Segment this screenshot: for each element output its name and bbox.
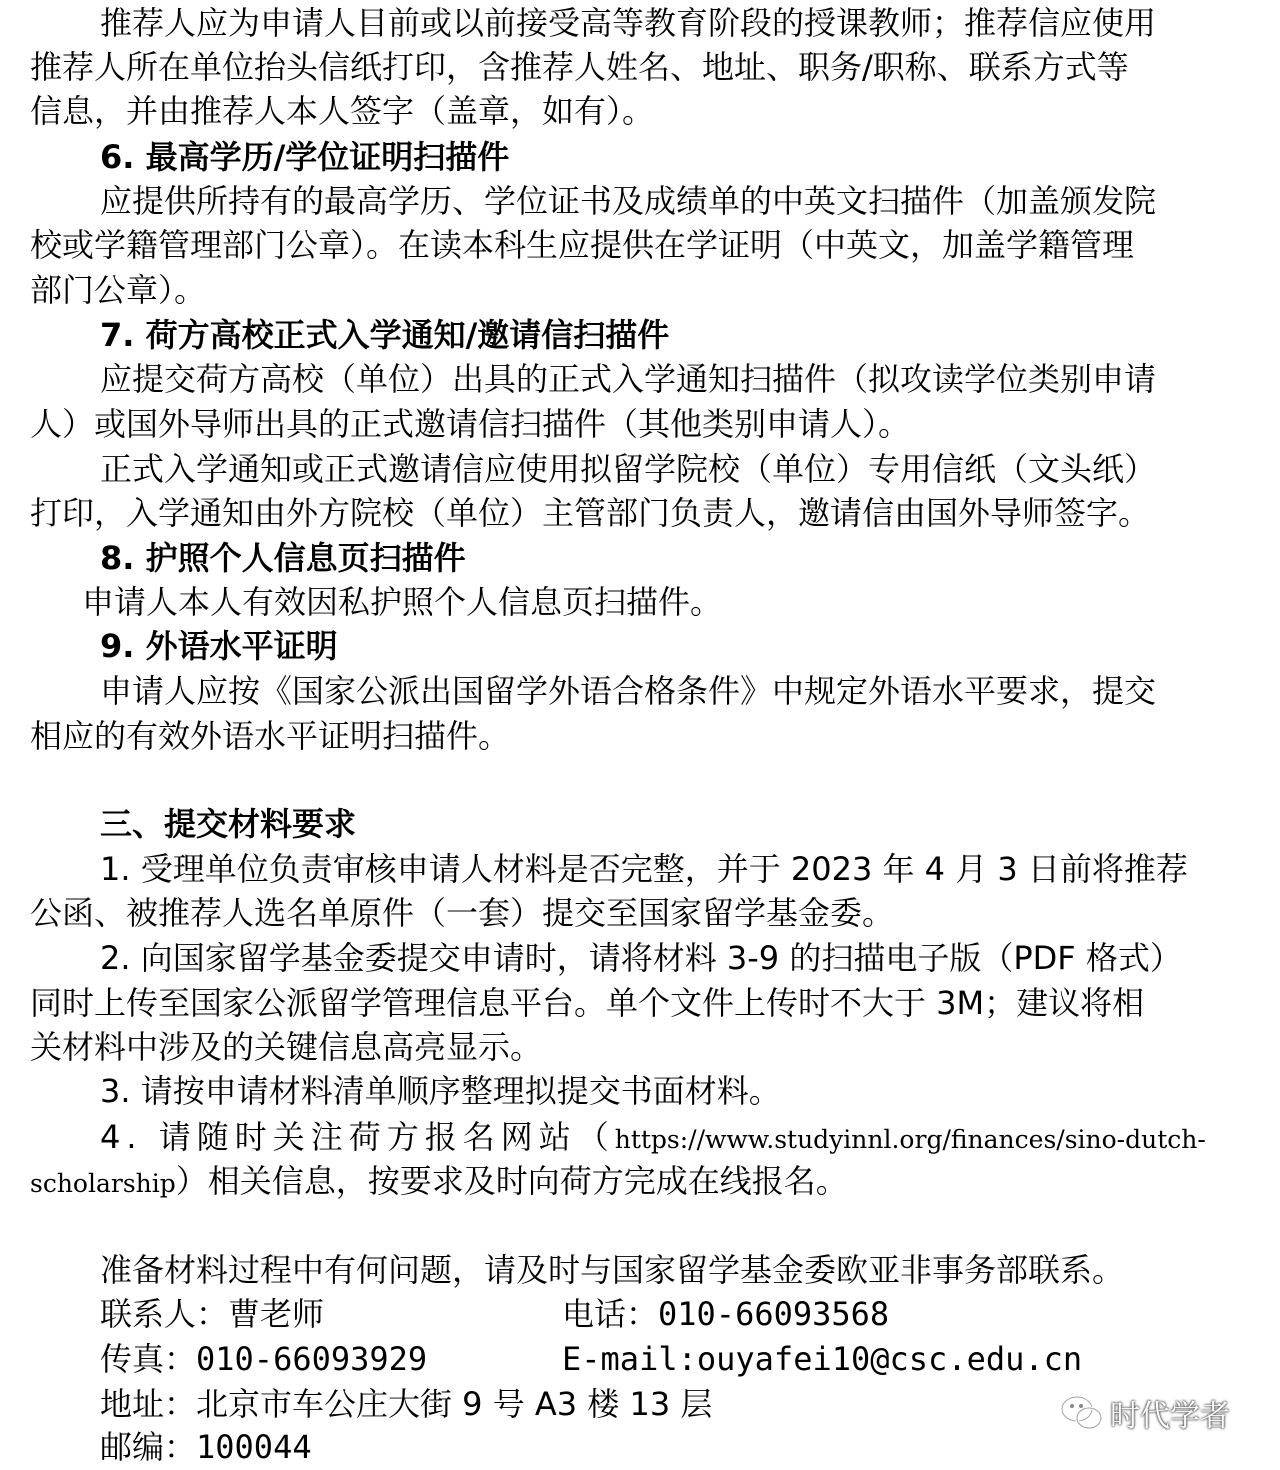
contact-intro: 准备材料过程中有何问题，请及时与国家留学基金委欧亚非事务部联系。 [100,1251,1125,1289]
section-heading: 7. 荷方高校正式入学通知/邀请信扫描件 [100,316,670,354]
body-text-line: 推荐人所在单位抬头信纸打印，含推荐人姓名、地址、职务/职称、联系方式等 [30,48,1129,86]
body-text-line: 部门公章）。 [30,271,207,309]
body-text-line: 人）或国外导师出具的正式邀请信扫描件（其他类别申请人）。 [30,405,911,443]
chapter-heading: 三、提交材料要求 [100,805,357,843]
body-text-line: 信息，并由推荐人本人签字（盖章，如有）。 [30,92,655,130]
watermark-text: 时代学者 [1110,1399,1230,1434]
section-heading: 9. 外语水平证明 [100,627,338,665]
body-text-line: 申请人应按《国家公派出国留学外语合格条件》中规定外语水平要求，提交 [100,672,1157,710]
body-text-line: 3. 请按申请材料清单顺序整理拟提交书面材料。 [100,1072,781,1110]
contact-address: 地址：北京市车公庄大街 9 号 A3 楼 13 层 [100,1385,713,1423]
body-text-line: 同时上传至国家公派留学管理信息平台。单个文件上传时不大于 3M；建议将相 [30,984,1145,1022]
contact-fax: 传真：010-66093929 [100,1340,428,1378]
body-text-line [30,1158,848,1204]
line-suffix: ）相关信息，按要求及时向荷方完成在线报名。 [175,1162,848,1200]
section-heading: 6. 最高学历/学位证明扫描件 [100,138,510,176]
body-text-line: 打印，入学通知由外方院校（单位）主管部门负责人，邀请信由国外导师签字。 [30,494,1151,532]
contact-person: 联系人：曹老师 [100,1295,325,1333]
body-text-line: 申请人本人有效因私护照个人信息页扫描件。 [82,583,723,621]
section-heading: 8. 护照个人信息页扫描件 [100,539,466,577]
website-link-continued[interactable]: scholarship [30,1169,176,1198]
body-text-line: 关材料中涉及的关键信息高亮显示。 [30,1028,543,1066]
body-text-line [100,1114,1206,1160]
contact-phone: 电话：010-66093568 [562,1295,890,1333]
body-text-line: 应提供所持有的最高学历、学位证书及成绩单的中英文扫描件（加盖颁发院 [100,182,1157,220]
body-text-line: 相应的有效外语水平证明扫描件。 [30,717,511,755]
contact-postcode: 邮编：100044 [100,1428,312,1466]
body-text-line: 公函、被推荐人选名单原件（一套）提交至国家留学基金委。 [30,894,895,932]
body-text-line: 校或学籍管理部门公章）。在读本科生应提供在学证明（中英文，加盖学籍管理 [30,226,1135,264]
body-text-line: 应提交荷方高校（单位）出具的正式入学通知扫描件（拟攻读学位类别申请 [100,360,1157,398]
website-link[interactable]: https://www.studyinnl.org/finances/sino-dutch- [614,1125,1206,1154]
wechat-icon [1060,1394,1104,1432]
body-text-line: 推荐人应为申请人目前或以前接受高等教育阶段的授课教师；推荐信应使用 [100,4,1157,42]
body-text-line: 2. 向国家留学基金委提交申请时，请将材料 3-9 的扫描电子版（PDF 格式） [100,939,1182,977]
contact-email[interactable]: E-mail:ouyafei10@csc.edu.cn [562,1340,1083,1378]
line-prefix: 4. 请随时关注荷方报名网站（ [100,1118,615,1156]
watermark [1060,1390,1230,1436]
body-text-line: 正式入学通知或正式邀请信应使用拟留学院校（单位）专用信纸（文头纸） [100,450,1157,488]
body-text-line: 1. 受理单位负责审核申请人材料是否完整，并于 2023 年 4 月 3 日前将推荐 [100,850,1188,888]
